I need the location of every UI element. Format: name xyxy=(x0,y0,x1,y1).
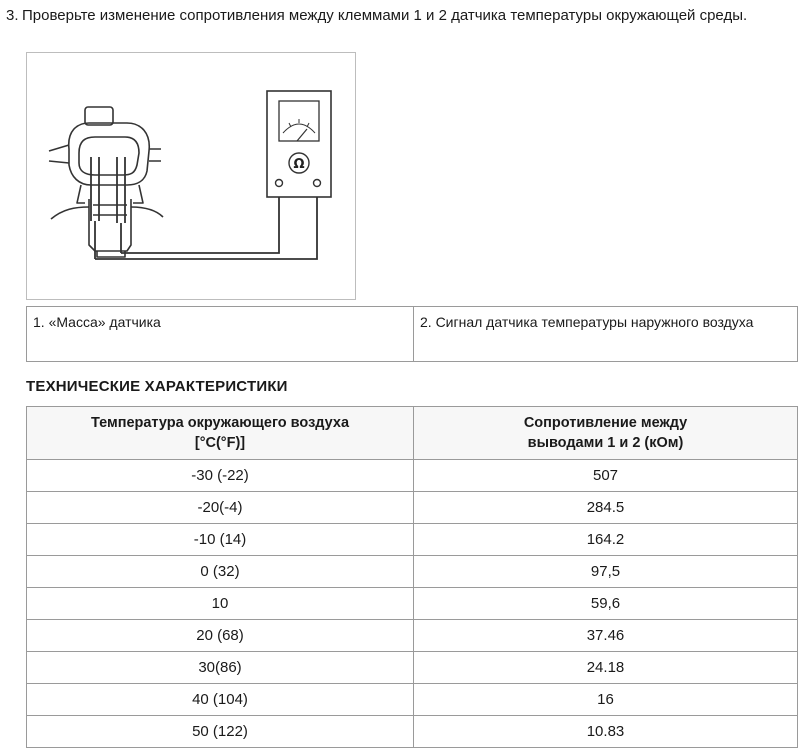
table-row xyxy=(27,460,798,492)
temperature-cell: -30 (-22) xyxy=(27,460,414,492)
legend-table xyxy=(26,306,798,362)
temperature-cell: 0 (32) xyxy=(27,556,414,588)
wiring-diagram xyxy=(26,52,356,300)
resistance-cell: 164.2 xyxy=(414,524,798,556)
temperature-cell: -20(-4) xyxy=(27,492,414,524)
resistance-cell: 16 xyxy=(414,684,798,716)
temperature-cell: -10 (14) xyxy=(27,524,414,556)
table-row xyxy=(27,492,798,524)
resistance-cell: 59,6 xyxy=(414,588,798,620)
temperature-cell: 20 (68) xyxy=(27,620,414,652)
ohmmeter-icon xyxy=(267,91,331,197)
table-row xyxy=(27,716,798,748)
step-instruction xyxy=(6,6,786,26)
resistance-cell: 507 xyxy=(414,460,798,492)
spec-header-row xyxy=(27,407,798,460)
temperature-cell: 50 (122) xyxy=(27,716,414,748)
step-text: Проверьте изменение сопротивления между клеммами 1 и 2 датчика температуры окружающей среды. xyxy=(22,7,748,24)
resistance-cell: 37.46 xyxy=(414,620,798,652)
spec-body xyxy=(27,460,798,748)
legend-row xyxy=(27,307,798,362)
table-row xyxy=(27,588,798,620)
spec-table xyxy=(26,406,798,748)
table-row xyxy=(27,684,798,716)
spec-title: ТЕХНИЧЕСКИЕ ХАРАКТЕРИСТИКИ xyxy=(26,378,288,395)
header-resistance: Сопротивление между выводами 1 и 2 (кОм) xyxy=(414,407,798,460)
temperature-cell: 10 xyxy=(27,588,414,620)
temperature-cell: 30(86) xyxy=(27,652,414,684)
step-number: 3. xyxy=(6,7,19,24)
header-temperature: Температура окружающего воздуха [°C(°F)] xyxy=(27,407,414,460)
table-row xyxy=(27,556,798,588)
ohm-symbol: Ω xyxy=(293,157,305,172)
resistance-cell: 97,5 xyxy=(414,556,798,588)
resistance-cell: 10.83 xyxy=(414,716,798,748)
table-row xyxy=(27,524,798,556)
legend-item-signal: 2. Сигнал датчика температуры наружного воздуха xyxy=(414,307,798,362)
resistance-cell: 24.18 xyxy=(414,652,798,684)
table-row xyxy=(27,620,798,652)
table-row xyxy=(27,652,798,684)
temperature-cell: 40 (104) xyxy=(27,684,414,716)
temperature-sensor-connector-icon xyxy=(49,107,163,257)
resistance-cell: 284.5 xyxy=(414,492,798,524)
legend-item-ground: 1. «Масса» датчика xyxy=(27,307,414,362)
